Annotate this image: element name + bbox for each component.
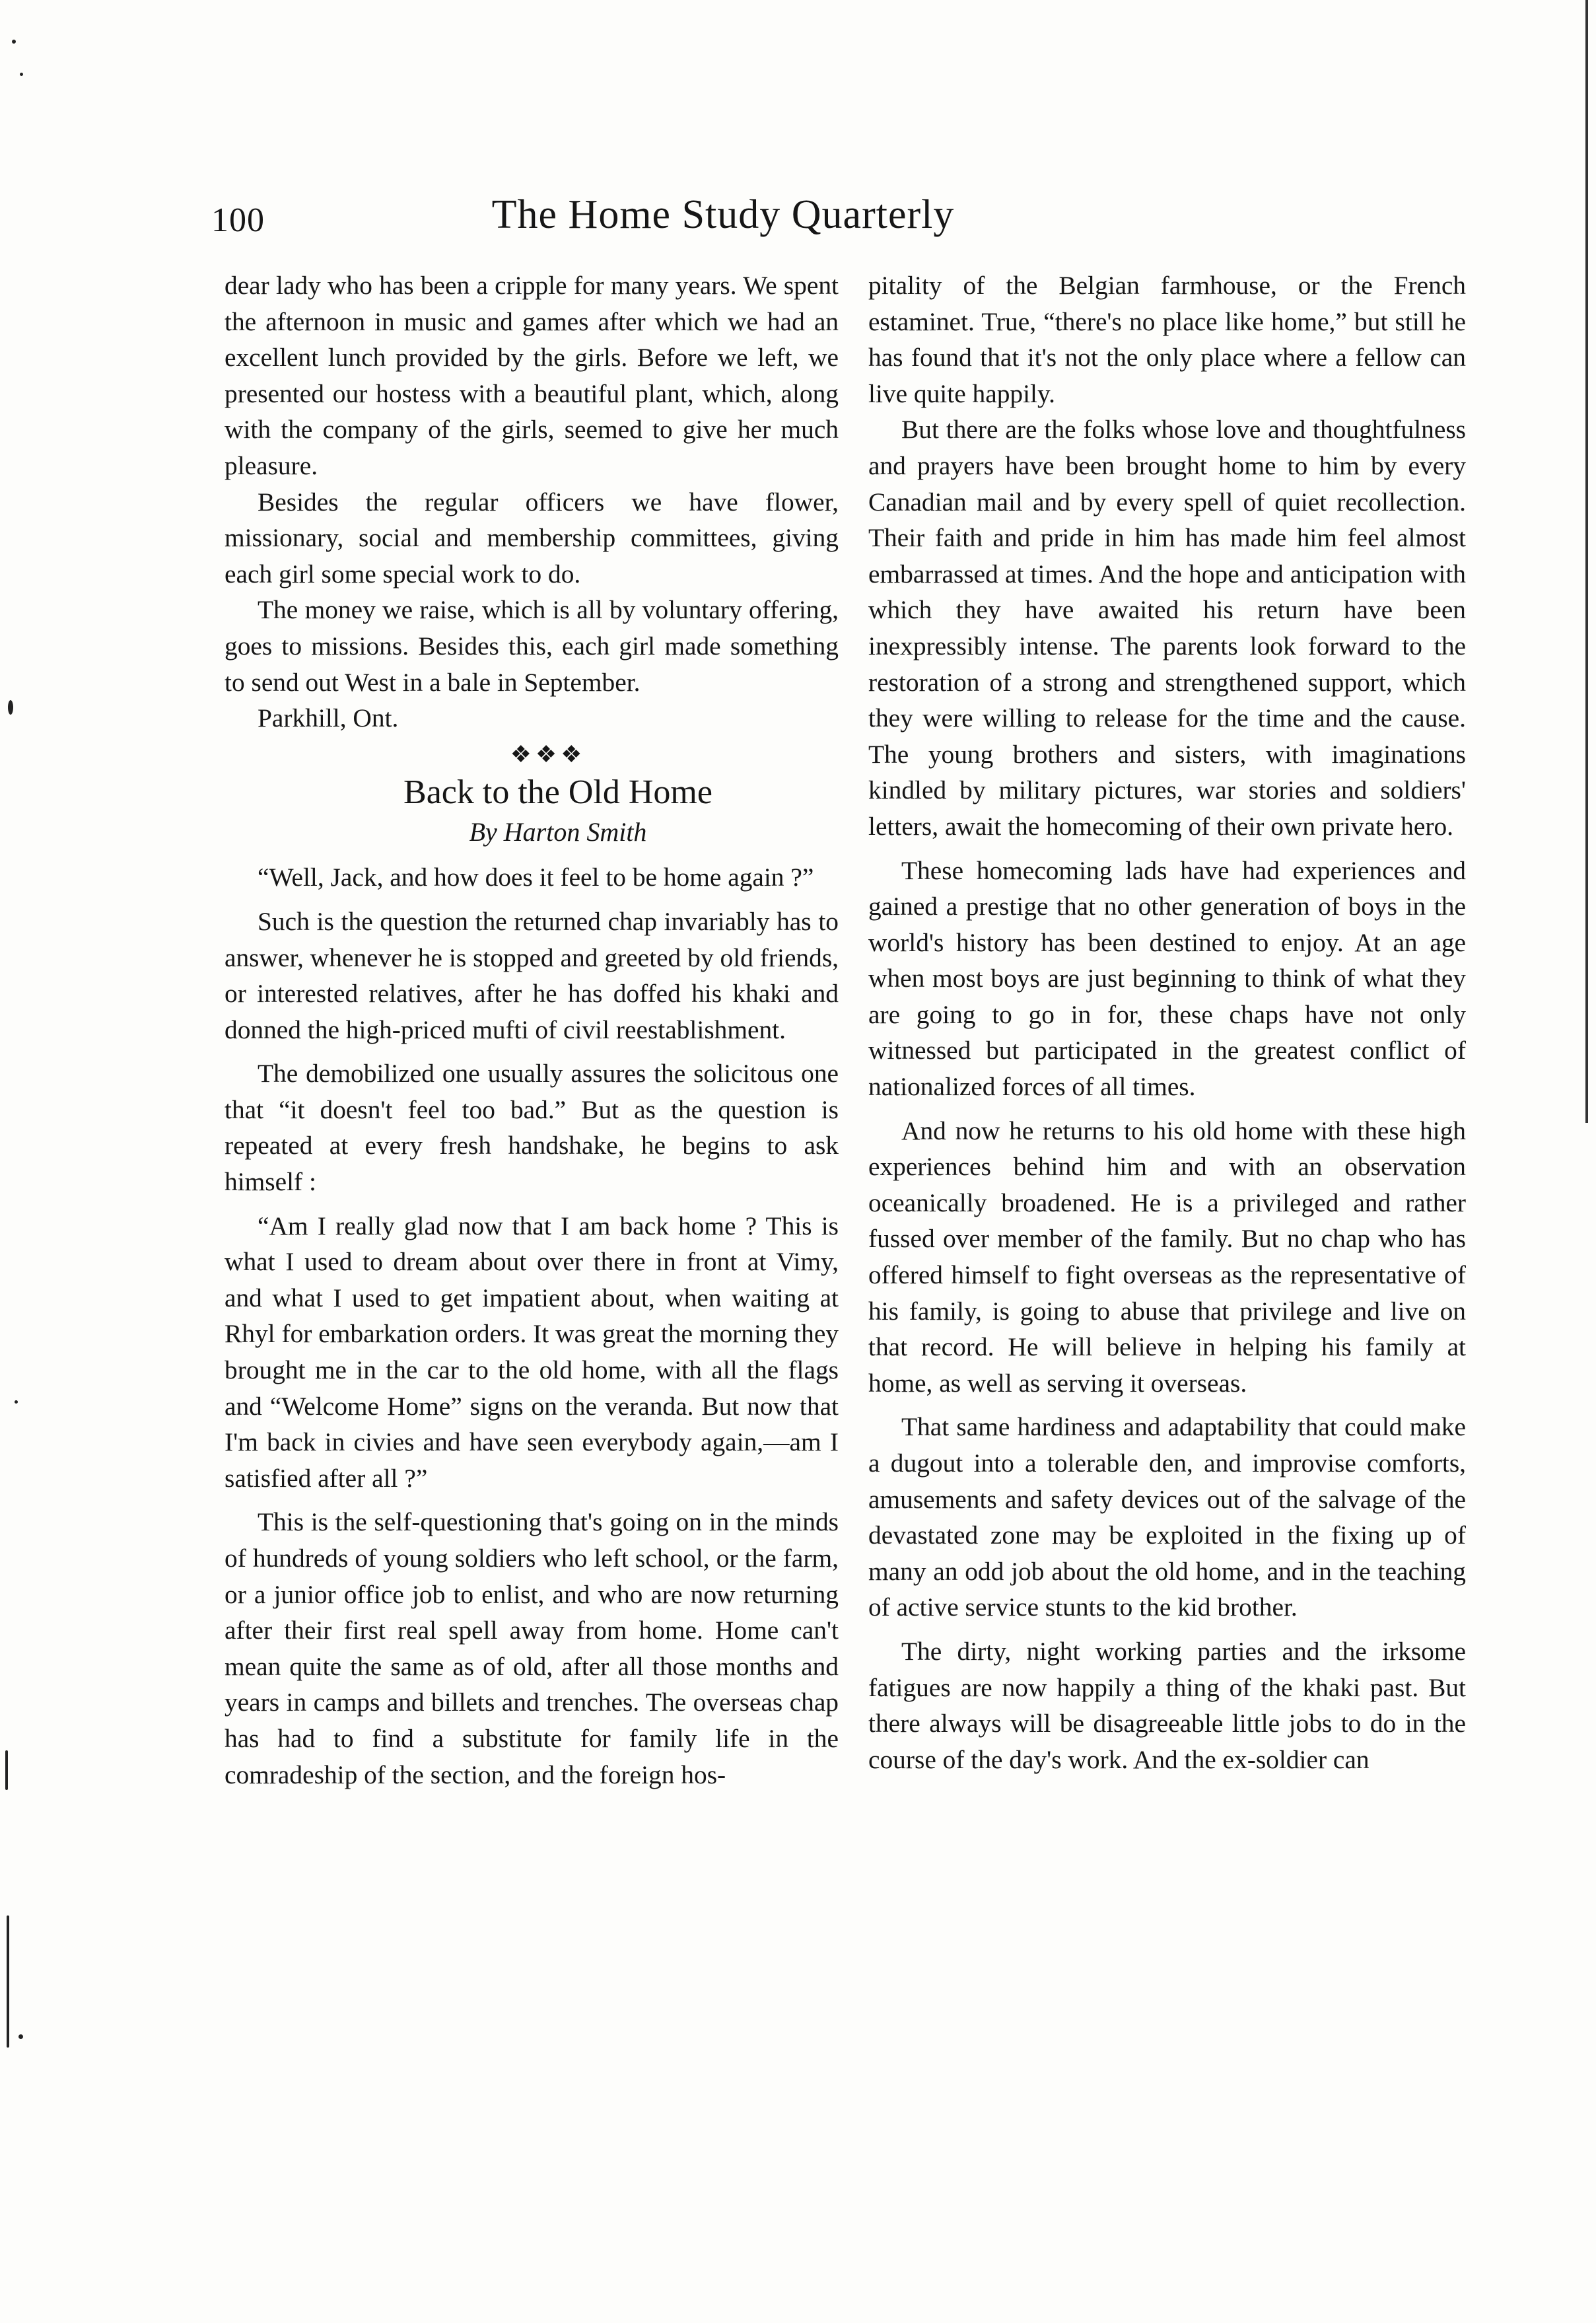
page-header [211, 192, 1129, 251]
paragraph: Such is the question the returned chap invariably has to answer, whenever he is stopped and greeted by old friends, or interested relatives, after he has doffed his khaki and donned the high-priced mufti of civil reestablishment. [225, 906, 839, 1044]
section-ornament: ❖❖❖ [510, 740, 586, 768]
paragraph: These homecoming lads have had experiences and gained a prestige that no other generation of boys in the world's history has been destined to enjoy. At an age when most boys are just beginning to think of what they are going to go in for, these chaps have not only witnessed but participated in the greatest conflict of nationalized forces of all times. [868, 855, 1466, 1102]
paragraph: This is the self-questioning that's going on in the minds of hundreds of young soldiers who left school, or the farm, or a junior office job to enlist, and who are now returning after their first real spell away from home. Home can't mean quite the same as of old, after all those months and years in camps and billets and trenches. The overseas chap has had to find a substitute for family life in the comradeship of the section, and the foreign hos- [225, 1507, 839, 1789]
left-column [225, 268, 839, 1793]
paragraph: dear lady who has been a cripple for many years. We spent the afternoon in music and games after which we had an excellent lunch provided by the girls. Before we left, we presented our hostess with a beautiful plant, which, along with the company of the girls, seemed to give her much pleasure. [225, 271, 839, 480]
paragraph: Besides the regular officers we have flower, missionary, social and membership committees, giving each girl some special work to do. [225, 487, 839, 589]
paragraph: The dirty, night working parties and the irksome fatigues are now happily a thing of the khaki past. But there always will be disagreeable little jobs to do in the course of the day's work. And the ex-soldier can [868, 1636, 1466, 1774]
paragraph: The money we raise, which is all by voluntary offering, goes to missions. Besides this, each girl made something to send out West in a bale in September. [225, 595, 839, 697]
scan-speck [5, 1750, 8, 1790]
scan-speck [7, 1915, 9, 2048]
place-signature: Parkhill, Ont. [258, 703, 399, 733]
paragraph: “Am I really glad now that I am back home ? This is what I used to dream about over there in front at Vimy, and what I used to get impatient about, when waiting at Rhyl for embarkation orders. It was great the morning they brought me in the car to the old home, with all the flags and “Welcome Home” signs on the veranda. But now that I'm back in civies and have seen everybody again,—am I satisfied after all ?” [225, 1211, 839, 1493]
paragraph: The demobilized one usually assures the solicitous one that “it doesn't feel too bad.” But as the question is repeated at every fresh handshake, he begins to ask himself : [225, 1059, 839, 1197]
scan-speck [15, 1400, 18, 1404]
right-column [868, 268, 1466, 1777]
article-byline: By Harton Smith [469, 817, 647, 847]
paragraph: But there are the folks whose love and thoughtfulness and prayers have been brought home to him by every Canadian mail and by every spell of quiet recollection. Their faith and pride in him has made him feel almost embarrassed at times. And the hope and anticipation with which they have awaited his return have been inexpressibly intense. The parents look forward to the restoration of a strong and strengthened support, which they were willing to release for the time and the cause. The young brothers and sisters, with imaginations kindled by military pictures, war stories and soldiers' letters, await the homecoming of their own private hero. [868, 415, 1466, 841]
scan-speck [20, 73, 23, 76]
scan-edge-rule [1585, 0, 1588, 1123]
scan-speck [12, 40, 16, 44]
paragraph: “Well, Jack, and how does it feel to be home again ?” [258, 863, 814, 892]
scan-speck [8, 700, 13, 715]
article-title: Back to the Old Home [403, 773, 712, 812]
paragraph: pitality of the Belgian farmhouse, or the French estaminet. True, “there's no place like home,” but still he has found that it's not the only place where a fellow can live quite happily. [868, 271, 1466, 408]
page-number: 100 [211, 201, 265, 239]
paragraph: That same hardiness and adaptability that could make a dugout into a tolerable den, and improvise comforts, amusements and safety devices out of the salvage of the devastated zone may be exploited in the fixing up of many an odd job about the old home, and in the teaching of active service stunts to the kid brother. [868, 1412, 1466, 1622]
running-title: The Home Study Quarterly [491, 192, 955, 237]
scan-speck [18, 2034, 23, 2039]
paragraph: And now he returns to his old home with these high experiences behind him and with an observation oceanically broadened. He is a privileged and rather fussed over member of the family. But no chap who has offered himself to fight overseas as the representative of his family, is going to abuse that privilege and live on that record. He will believe in helping his family at home, as well as serving it overseas. [868, 1116, 1466, 1398]
scan-margin-marks [0, 0, 40, 2323]
